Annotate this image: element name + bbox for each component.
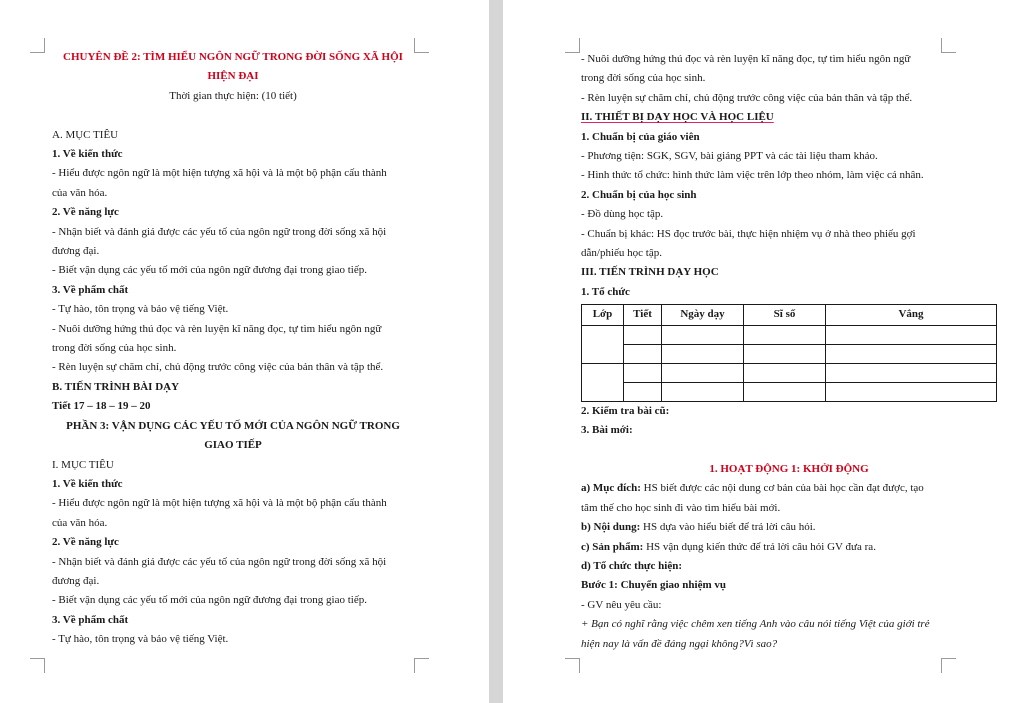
table-cell [662,325,744,344]
heading-line: B. TIẾN TRÌNH BÀI DẠY [52,380,180,393]
right-page-text [581,50,997,654]
text-line: + Bạn có nghĩ rằng việc chêm xen tiếng Anh vào câu nói tiếng Việt của giới trẻ [581,618,930,631]
text-line: - Biết vận dụng các yếu tố mới của ngôn ngữ đương đại trong giao tiếp. [52,594,367,607]
table-cell [624,344,662,363]
table-row [582,344,997,363]
text-line: A. MỤC TIÊU [52,128,119,141]
table-cell [662,344,744,363]
heading-line: GIAO TIẾP [204,439,262,452]
text-line [581,479,997,498]
heading-line: 2. Về năng lực [52,536,119,549]
heading-line: CHUYÊN ĐỀ 2: TÌM HIỂU NGÔN NGỮ TRONG ĐỜI SỐNG XÃ HỘI [63,51,403,63]
header-tiet: Tiết [624,305,662,325]
table-row [582,382,997,401]
table-row [582,325,997,344]
table-cell [624,325,662,344]
table-cell [662,363,744,382]
heading-line: HIỆN ĐẠI [207,70,259,83]
text-line: tâm thế cho học sinh đi vào tìm hiểu bài mới. [581,501,781,514]
attendance-table [581,304,997,401]
table-cell [582,363,624,401]
text-line: - Đồ dùng học tập. [581,208,664,221]
table-cell [744,325,826,344]
blank-line [581,441,997,460]
text-line: trong đời sống của học sinh. [581,72,706,85]
header-lop: Lớp [582,305,624,325]
page-gutter [489,0,503,703]
text-line: của văn hóa. [52,516,108,529]
text-line: - Hiểu được ngôn ngữ là một hiện tượng xã hội và là một bộ phận cấu thành [52,167,387,180]
text-line: hiện nay là vấn đề đáng ngại không?Vì sao? [581,637,778,650]
text-line: - Hình thức tổ chức: hình thức làm việc trên lớp theo nhóm, làm việc cá nhân. [581,169,924,182]
heading-line: 1. Về kiến thức [52,148,123,161]
table-row [582,363,997,382]
text-line: đương đại. [52,574,100,587]
table-cell [624,363,662,382]
table-cell [582,325,624,363]
heading-line: 3. Bài mới: [581,424,633,437]
header-ngay-day: Ngày dạy [662,305,744,325]
table-cell [744,363,826,382]
heading-line: 2. Về năng lực [52,206,119,219]
heading-line: 3. Về phẩm chất [52,283,129,296]
line-text: HS biết được các nội dung cơ bản của bài học cần đạt được, tạo [640,482,924,495]
margin-corner-mark [30,658,45,673]
heading-line: 2. Chuẩn bị của học sinh [581,188,697,201]
table-cell [826,344,997,363]
text-line: đương đại. [52,245,100,258]
table-header-row [582,305,997,325]
margin-corner-mark [30,38,45,53]
heading-line: II. THIẾT BỊ DẠY HỌC VÀ HỌC LIỆU [581,111,774,124]
text-line: - Nhận biết và đánh giá được các yếu tố của ngôn ngữ trong đời sống xã hội [52,555,387,568]
table-cell [826,363,997,382]
text-line: - Nhận biết và đánh giá được các yếu tố của ngôn ngữ trong đời sống xã hội [52,225,387,238]
margin-corner-mark [941,658,956,673]
heading-line: PHẦN 3: VẬN DỤNG CÁC YẾU TỐ MỚI CỦA NGÔN NGỮ TRONG [66,419,400,432]
text-line: - Tự hào, tôn trọng và bảo vệ tiếng Việt. [52,303,229,316]
text-line: - Rèn luyện sự chăm chỉ, chủ động trước công việc của bản thân và tập thể. [52,361,384,374]
margin-corner-mark [565,658,580,673]
text-line: - Nuôi dưỡng hứng thú đọc và rèn luyện kĩ năng đọc, tự tìm hiểu ngôn ngữ [581,53,911,65]
line-label: b) Nội dung: [581,521,641,534]
document-page-right [503,0,1018,703]
document-page-left [0,0,489,703]
heading-line: 3. Về phẩm chất [52,613,129,626]
text-line: trong đời sống của học sinh. [52,342,177,355]
line-label: a) Mục đích: [581,482,641,495]
text-line: - GV nêu yêu cầu: [581,598,662,611]
text-line [581,538,997,557]
table-cell [744,382,826,401]
heading-line: 1. HOẠT ĐỘNG 1: KHỞI ĐỘNG [709,462,869,475]
heading-line: 2. Kiểm tra bài cũ: [581,404,670,417]
line-text: HS dựa vào hiểu biết để trả lời câu hỏi. [640,521,816,534]
table-cell [826,325,997,344]
text-line: - Hiểu được ngôn ngữ là một hiện tượng xã hội và là một bộ phận cấu thành [52,497,387,510]
table-cell [744,344,826,363]
text-line: I. MỤC TIÊU [52,458,114,471]
text-line [581,518,997,537]
margin-corner-mark [565,38,580,53]
table-cell [624,382,662,401]
text-line: dẫn/phiếu học tập. [581,247,662,260]
heading-line: 1. Chuẩn bị của giáo viên [581,130,700,143]
text-line: - Tự hào, tôn trọng và bảo vệ tiếng Việt. [52,633,229,646]
text-line: - Nuôi dưỡng hứng thú đọc và rèn luyện kĩ năng đọc, tự tìm hiểu ngôn ngữ [52,322,382,335]
blank-line [52,106,414,125]
text-line: của văn hóa. [52,186,108,199]
heading-line: 1. Tổ chức [581,285,630,298]
line-label: c) Sản phẩm: [581,540,644,553]
margin-corner-mark [414,38,429,53]
heading-line: III. TIẾN TRÌNH DẠY HỌC [581,266,719,279]
text-line: Thời gian thực hiện: (10 tiết) [169,89,297,102]
header-si-so: Sĩ số [744,305,826,325]
heading-line: d) Tổ chức thực hiện: [581,559,683,572]
text-line: - Phương tiện: SGK, SGV, bài giảng PPT và các tài liệu tham khảo. [581,150,878,163]
header-vang: Vắng [826,305,997,325]
left-page-text [52,48,414,650]
heading-line: Bước 1: Chuyển giao nhiệm vụ [581,579,727,592]
line-text: HS vận dụng kiến thức để trả lời câu hỏi GV đưa ra. [643,540,876,553]
text-line: - Biết vận dụng các yếu tố mới của ngôn ngữ đương đại trong giao tiếp. [52,264,367,277]
table-cell [662,382,744,401]
margin-corner-mark [414,658,429,673]
text-line: - Rèn luyện sự chăm chỉ, chủ động trước công việc của bản thân và tập thể. [581,91,913,104]
text-line: - Chuẩn bị khác: HS đọc trước bài, thực hiện nhiệm vụ ở nhà theo phiếu gợi [581,227,916,240]
heading-line: 1. Về kiến thức [52,477,123,490]
heading-line: Tiết 17 – 18 – 19 – 20 [52,400,151,413]
table-cell [826,382,997,401]
